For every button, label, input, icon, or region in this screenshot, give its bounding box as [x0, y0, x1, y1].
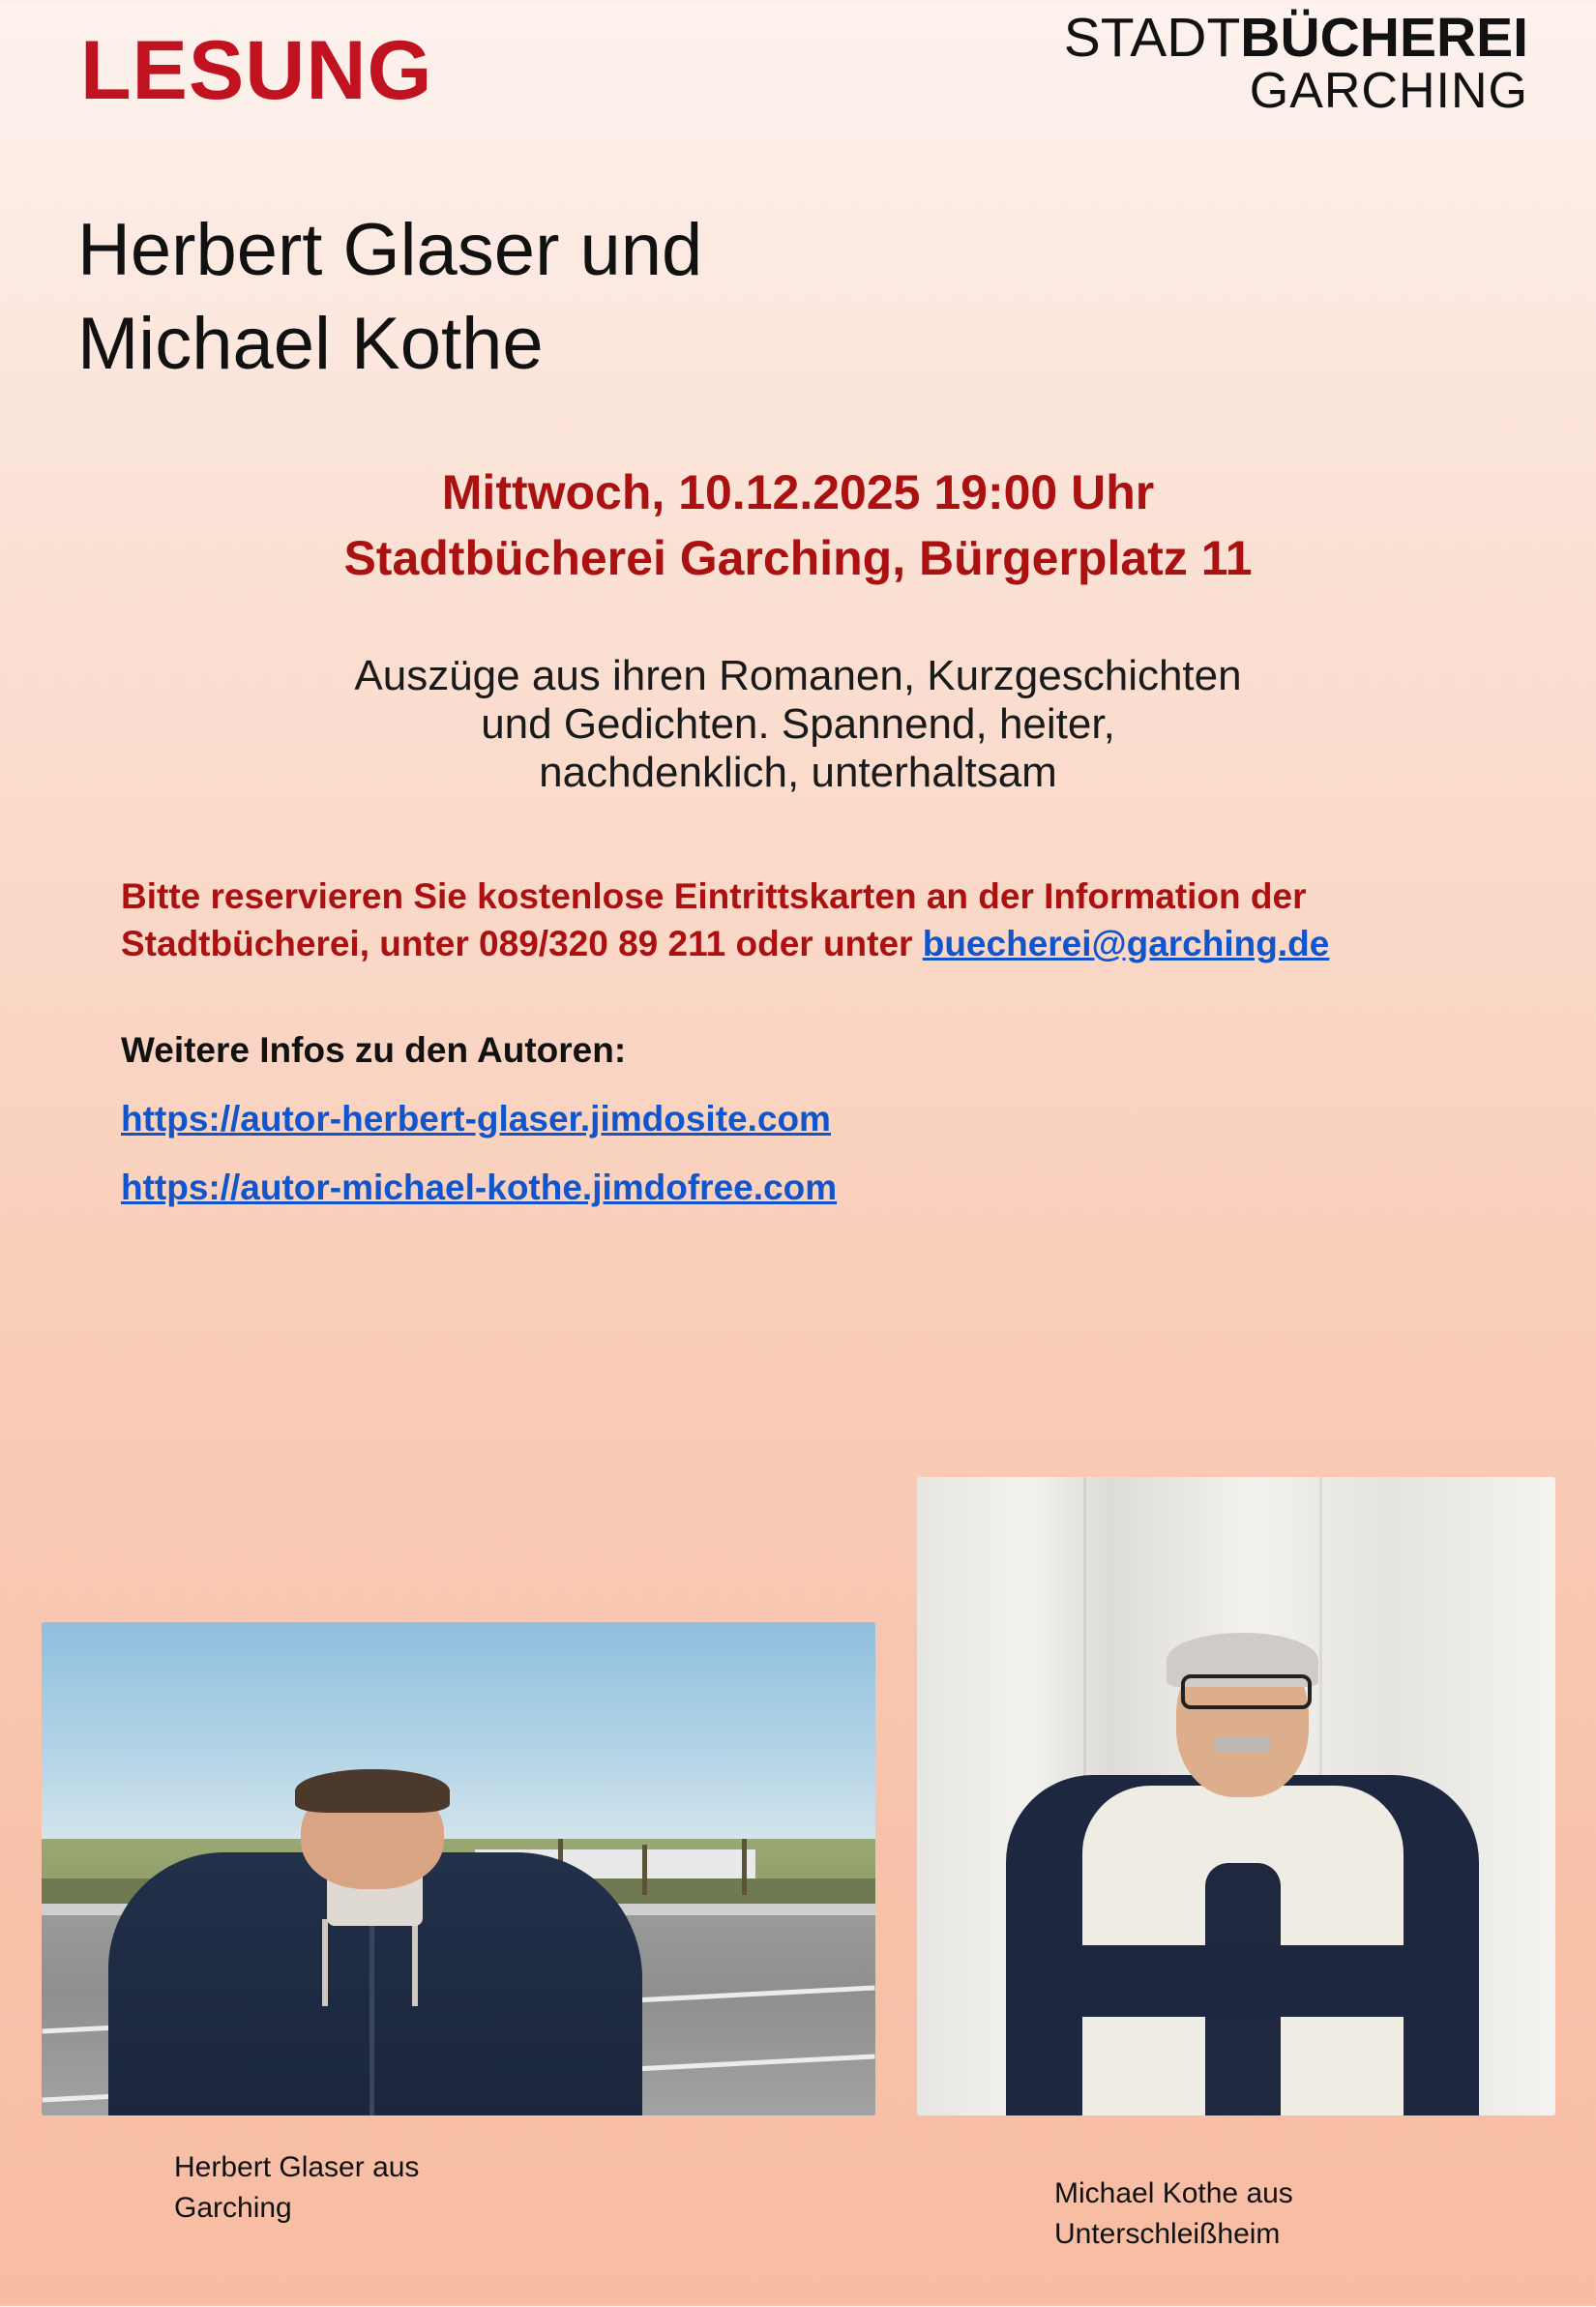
person-michael-kothe: [1006, 1566, 1478, 2115]
authors-heading: [68, 203, 1528, 392]
event-location: Stadtbücherei Garching, Bürgerplatz 11: [343, 531, 1253, 586]
event-type-title: LESUNG: [80, 24, 433, 117]
reservation-text: Bitte reservieren Sie kostenlose Eintrittskarten an der Information der Stadtbücherei, unter 089/320 89 211 oder unter: [121, 876, 1307, 964]
photo-herbert-glaser-image: [42, 1622, 875, 2115]
library-logo: [1063, 7, 1528, 120]
person-herbert-glaser: [108, 1751, 642, 2115]
logo-stadt-text: STADT: [1063, 7, 1241, 69]
logo-line-1: [1063, 7, 1528, 69]
author-website-link-glaser[interactable]: https://autor-herbert-glaser.jimdosite.com: [121, 1099, 831, 1139]
logo-buecherei-text: BÜCHEREI: [1240, 7, 1528, 69]
logo-garching-text: GARCHING: [1249, 63, 1528, 120]
caption-herbert-glaser: [174, 2147, 419, 2229]
poster-header: [68, 0, 1528, 193]
event-description: [68, 652, 1528, 797]
drawstring: [322, 1919, 328, 2006]
author-photos: [0, 1456, 1596, 2307]
more-info-section: [68, 1027, 1528, 1211]
caption-michael-kothe: [1054, 2174, 1293, 2255]
bare-tree: [642, 1845, 647, 1895]
mustache: [1214, 1736, 1271, 1753]
caption-line-1: Herbert Glaser aus: [174, 2151, 420, 2183]
photo-michael-kothe: [917, 1477, 1555, 2115]
glasses-icon: [1181, 1674, 1312, 1709]
crossed-arms: [1053, 1945, 1432, 2017]
more-info-title: Weitere Infos zu den Autoren:: [121, 1030, 627, 1071]
photo-michael-kothe-image: [917, 1477, 1555, 2115]
event-datetime: Mittwoch, 10.12.2025 19:00 Uhr: [441, 464, 1155, 519]
hair: [295, 1769, 450, 1813]
drawstring: [412, 1919, 418, 2006]
description-line-3: nachdenklich, unterhaltsam: [539, 748, 1057, 796]
caption-line-2: Unterschleißheim: [1054, 2218, 1281, 2250]
caption-line-2: Garching: [174, 2192, 292, 2224]
reservation-email-link[interactable]: buecherei@garching.de: [922, 924, 1330, 964]
reservation-notice: [68, 873, 1528, 967]
caption-line-1: Michael Kothe aus: [1054, 2177, 1293, 2209]
description-line-2: und Gedichten. Spannend, heiter,: [481, 699, 1115, 748]
description-line-1: Auszüge aus ihren Romanen, Kurzgeschichten: [354, 651, 1242, 699]
author-name-line-2: Michael Kothe: [77, 303, 544, 386]
photo-herbert-glaser: [42, 1622, 875, 2115]
bare-tree: [742, 1839, 747, 1895]
author-website-link-kothe[interactable]: https://autor-michael-kothe.jimdofree.com: [121, 1168, 838, 1208]
author-name-line-1: Herbert Glaser und: [77, 209, 703, 291]
event-details: [68, 459, 1528, 592]
